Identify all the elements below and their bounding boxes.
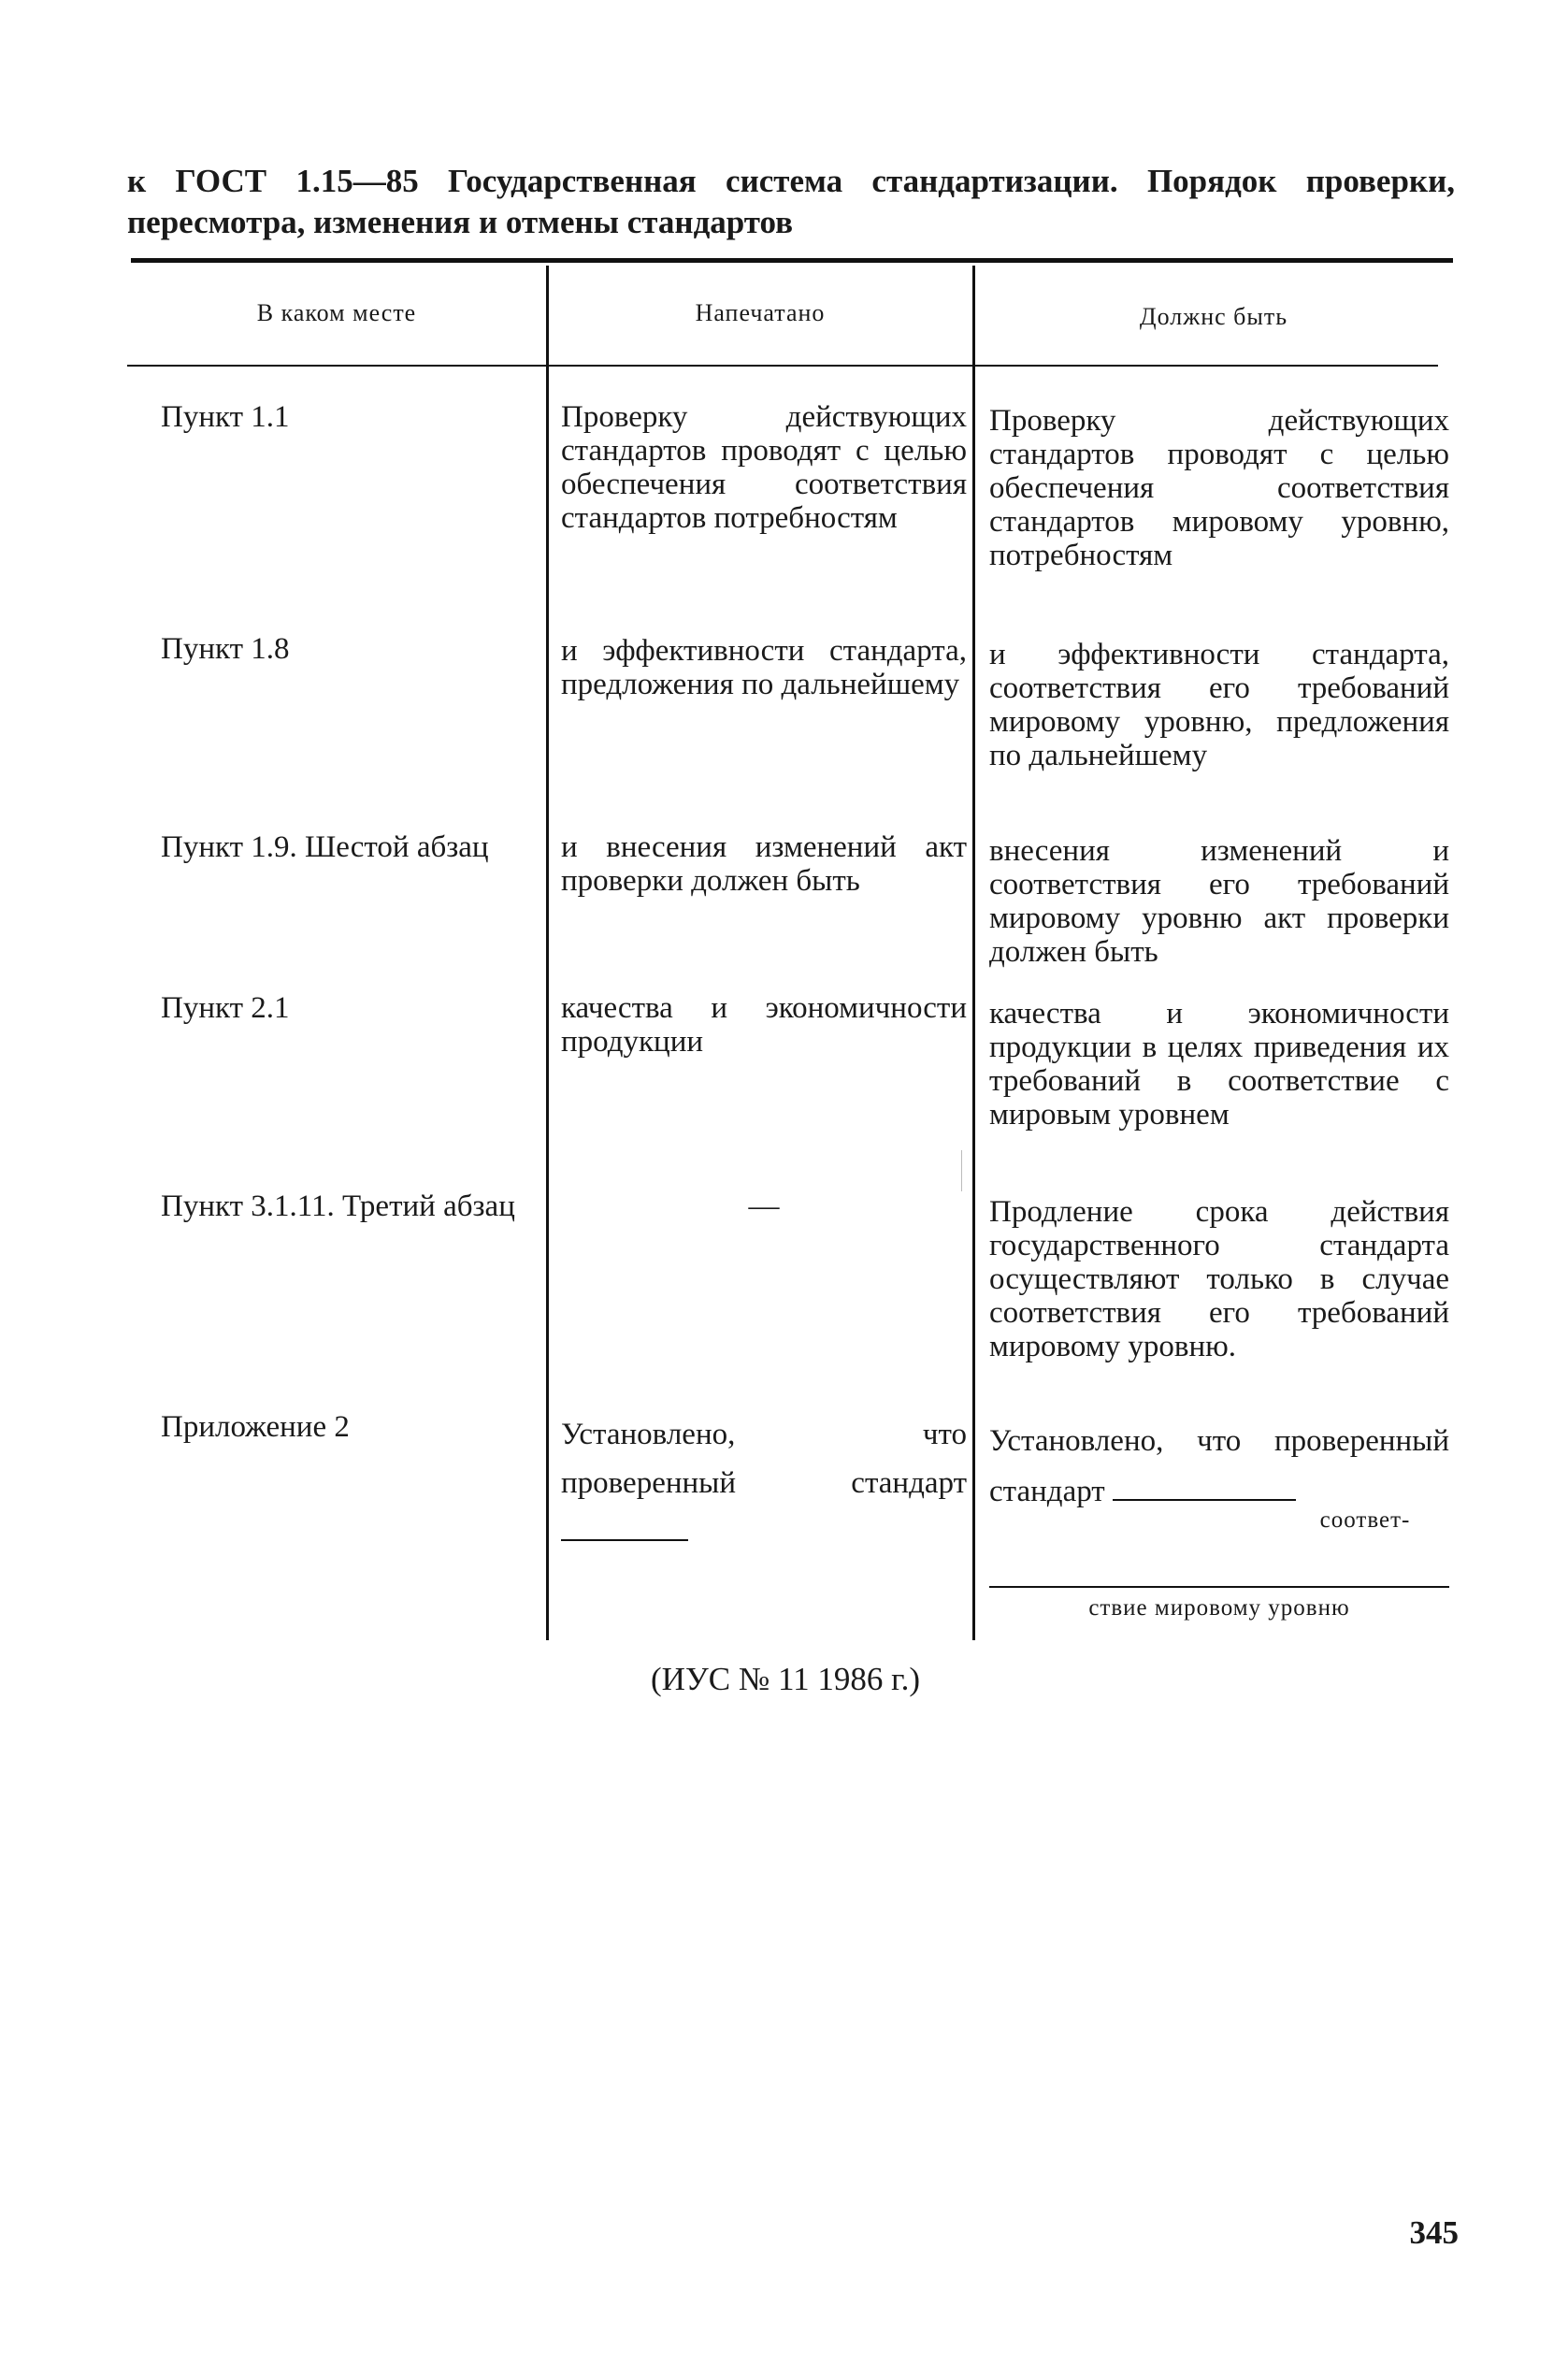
column-header-should-be: Должнс быть bbox=[1139, 303, 1288, 330]
row-6-place: Приложение 2 bbox=[161, 1410, 350, 1444]
row-1-should-be: Проверку действующих стандартов проводят с целью обеспечения соответствия стандартов мировому уровню, потребностям bbox=[989, 404, 1449, 572]
row-6-suffix-2: ствие мировому уровню bbox=[1088, 1595, 1350, 1621]
title-line-2: пересмотра, изменения и отмены стандартов bbox=[127, 204, 794, 240]
row-6-blank-line bbox=[989, 1586, 1449, 1588]
row-6-should-be bbox=[989, 1416, 1449, 1517]
row-4-should-be: качества и экономичности продукции в целях приведения их требований в соответствие с мировым уровнем bbox=[989, 997, 1449, 1132]
header-rule bbox=[127, 365, 1438, 367]
blank-underline bbox=[561, 1513, 688, 1541]
row-3-place: Пункт 1.9. Шестой абзац bbox=[161, 830, 489, 864]
row-2-should-be: и эффективности стандарта, соответствия его требований мировому уровню, предложения по дальнейшему bbox=[989, 638, 1449, 772]
row-6-printed-text: Установлено, что проверенный стандарт bbox=[561, 1418, 967, 1500]
row-6-printed bbox=[561, 1410, 967, 1556]
top-rule bbox=[131, 258, 1453, 263]
faint-mark bbox=[961, 1150, 962, 1191]
row-1-place: Пункт 1.1 bbox=[161, 400, 290, 434]
row-4-place: Пункт 2.1 bbox=[161, 991, 290, 1025]
row-6-should-be-text: Установлено, что проверенный стандарт bbox=[989, 1424, 1449, 1508]
document-title bbox=[127, 161, 1455, 243]
column-divider-1 bbox=[546, 266, 549, 1640]
column-divider-2 bbox=[972, 266, 975, 1640]
title-line-1: к ГОСТ 1.15—85 Государственная система стандартизации. Порядок проверки, bbox=[127, 163, 1455, 199]
page-number: 345 bbox=[1409, 2214, 1459, 2251]
row-1-printed: Проверку действующих стандартов проводят с целью обеспечения соответствия стандартов потребностям bbox=[561, 400, 967, 535]
row-2-place: Пункт 1.8 bbox=[161, 632, 290, 666]
column-header-printed: Напечатано bbox=[695, 299, 826, 326]
row-5-should-be: Продление срока действия государственного стандарта осуществляют только в случае соответствия его требований мировому уровню. bbox=[989, 1195, 1449, 1363]
column-header-place: В каком месте bbox=[256, 299, 417, 326]
row-4-printed: качества и экономичности продукции bbox=[561, 991, 967, 1059]
blank-underline-2 bbox=[1113, 1473, 1296, 1501]
row-5-printed: — bbox=[748, 1189, 780, 1223]
row-3-printed: и внесения изменений акт проверки должен быть bbox=[561, 830, 967, 898]
row-6-suffix-1: соответ- bbox=[1319, 1507, 1411, 1533]
row-5-place: Пункт 3.1.11. Третий абзац bbox=[161, 1189, 515, 1223]
source-note: (ИУС № 11 1986 г.) bbox=[651, 1661, 920, 1697]
row-2-printed: и эффективности стандарта, предложения по дальнейшему bbox=[561, 634, 967, 701]
row-3-should-be: внесения изменений и соответствия его требований мировому уровню акт проверки должен быть bbox=[989, 834, 1449, 969]
